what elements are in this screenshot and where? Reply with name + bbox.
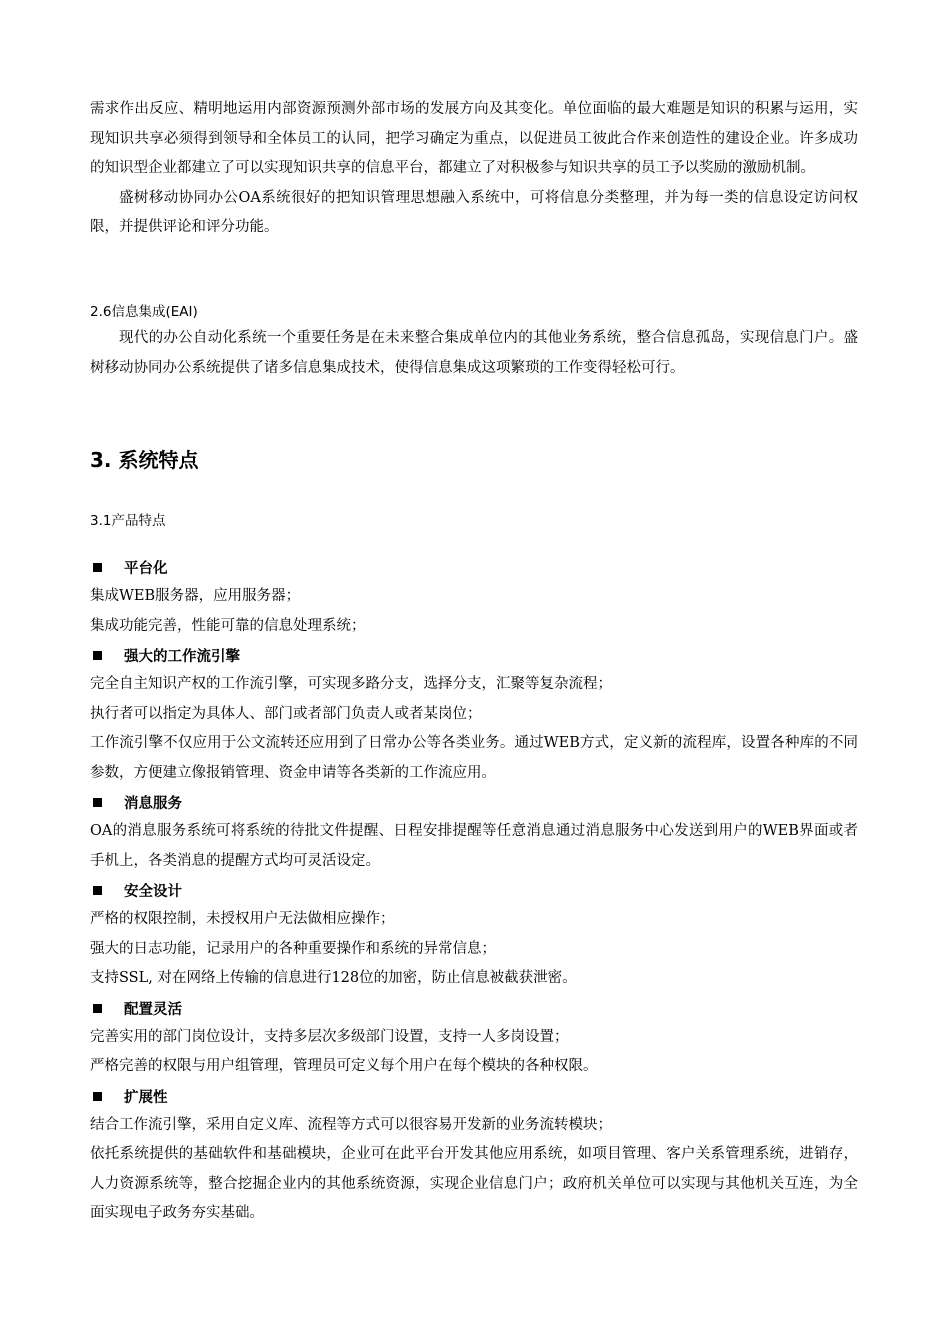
feature-security-line-3: 支持SSL, 对在网络上传输的信息进行128位的加密，防止信息被截获泄密。 <box>90 970 577 986</box>
feature-workflow-line-1: 完全自主知识产权的工作流引擎，可实现多路分支，选择分支，汇聚等复杂流程； <box>90 676 612 692</box>
feature-config-line-2: 严格完善的权限与用户组管理，管理员可定义每个用户在每个模块的各种权限。 <box>90 1058 598 1074</box>
feature-workflow-line-3: 工作流引擎不仅应用于公文流转还应用到了日常办公等各类业务。通过WEB方式，定义新的流程库，设置各种库的不同参数，方便建立像报销管理、资金申请等各类新的工作流应用。 <box>90 735 858 781</box>
feature-extension-title: 扩展性 <box>90 1082 858 1111</box>
chapter-3 <box>90 444 858 473</box>
feature-extension-line-2: 依托系统提供的基础软件和基础模块，企业可在此平台开发其他应用系统，如项目管理、客户关系管理系统，进销存，人力资源系统等，整合挖掘企业内的其他系统资源，实现企业信息门户；政府机关单位可以实现与其他机关互连，为全面实现电子政务夯实基础。 <box>90 1146 858 1221</box>
feature-message-title: 消息服务 <box>90 788 858 817</box>
square-bullet-icon <box>93 886 102 895</box>
feature-platform-line-1: 集成WEB服务器，应用服务器； <box>90 588 301 604</box>
intro-paragraph-1: 需求作出反应、精明地运用内部资源预测外部市场的发展方向及其变化。单位面临的最大难题是知识的积累与运用，实现知识共享必须得到领导和全体员工的认同，把学习确定为重点，以促进员工彼此合作来创造性的建设企业。许多成功的知识型企业都建立了可以实现知识共享的信息平台，都建立了对积极参与知识共享的员工予以奖励的激励机制。 <box>90 101 858 176</box>
square-bullet-icon <box>93 1092 102 1101</box>
feature-platform-line-2: 集成功能完善，性能可靠的信息处理系统； <box>90 617 366 634</box>
section-3-1 <box>90 509 858 529</box>
chapter-3-heading: 3. 系统特点 <box>90 448 199 472</box>
section-2-6-paragraph: 现代的办公自动化系统一个重要任务是在未来整合集成单位内的其他业务系统，整合信息孤岛，实现信息门户。盛树移动协同办公系统提供了诸多信息集成技术，使得信息集成这项繁琐的工作变得轻松可行。 <box>90 330 858 376</box>
square-bullet-icon <box>93 563 102 572</box>
feature-config-line-1: 完善实用的部门岗位设计，支持多层次多级部门设置，支持一人多岗设置； <box>90 1028 569 1045</box>
feature-platform-title: 平台化 <box>90 553 858 582</box>
feature-workflow-title: 强大的工作流引擎 <box>90 641 858 670</box>
feature-extension-line-1: 结合工作流引擎，采用自定义库、流程等方式可以很容易开发新的业务流转模块； <box>90 1116 612 1133</box>
feature-message-line-1: OA的消息服务系统可将系统的待批文件提醒、日程安排提醒等任意消息通过消息服务中心发送到用户的WEB界面或者手机上，各类消息的提醒方式均可灵活设定。 <box>90 823 858 869</box>
square-bullet-icon <box>93 798 102 807</box>
features-list <box>90 553 858 1229</box>
section-2-6 <box>90 300 858 320</box>
intro-paragraph-2: 盛树移动协同办公OA系统很好的把知识管理思想融入系统中，可将信息分类整理，并为每一类的信息设定访问权限，并提供评论和评分功能。 <box>90 189 858 235</box>
feature-config-title: 配置灵活 <box>90 994 858 1023</box>
section-3-1-heading: 3.1产品特点 <box>90 513 166 529</box>
section-2-6-body <box>90 324 858 383</box>
feature-security-line-1: 严格的权限控制，未授权用户无法做相应操作； <box>90 911 395 927</box>
square-bullet-icon <box>93 651 102 660</box>
feature-workflow-line-2: 执行者可以指定为具体人、部门或者部门负责人或者某岗位； <box>90 705 482 722</box>
square-bullet-icon <box>93 1004 102 1013</box>
section-2-6-heading: 2.6信息集成(EAI) <box>90 304 198 320</box>
feature-security-line-2: 强大的日志功能，记录用户的各种重要操作和系统的异常信息； <box>90 940 496 957</box>
feature-security-title: 安全设计 <box>90 876 858 905</box>
intro-section <box>90 95 858 243</box>
